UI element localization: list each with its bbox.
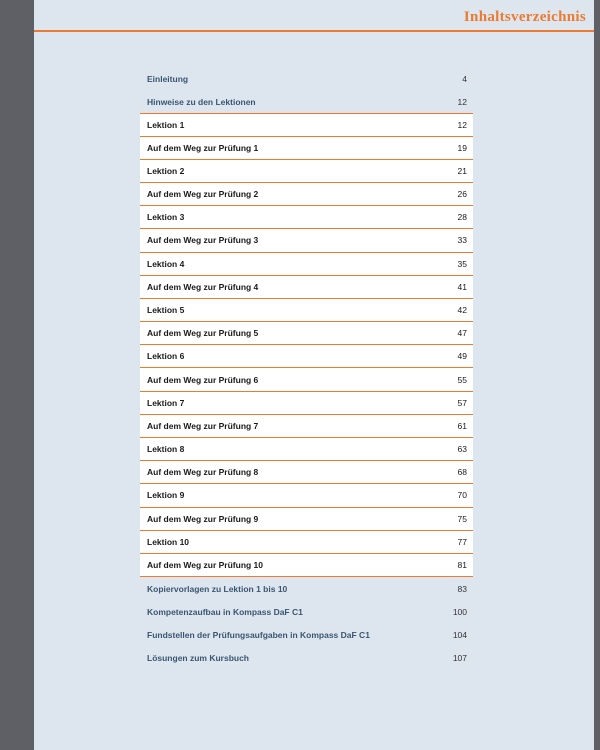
toc-entry-title: Einleitung: [147, 73, 189, 84]
toc-entry: [140, 392, 473, 415]
toc-entry: [140, 322, 473, 345]
toc-entry-page: 12: [457, 119, 467, 130]
toc-entry-page: 57: [457, 397, 467, 408]
toc-entry-title: Lektion 8: [147, 444, 185, 455]
toc-entry-title: Lektion 1: [147, 119, 185, 130]
toc-entry-title: Lektion 10: [147, 536, 190, 547]
toc-entry-title: Auf dem Weg zur Prüfung 8: [147, 467, 259, 478]
toc-entry-title: Lektion 9: [147, 490, 185, 501]
toc-entry-page: 70: [457, 490, 467, 501]
toc-entry-title: Lektion 3: [147, 212, 185, 223]
toc-entry: [140, 600, 473, 623]
toc-entry-page: 61: [457, 420, 467, 431]
toc-entry: [140, 113, 473, 136]
toc-entry-title: Auf dem Weg zur Prüfung 3: [147, 235, 259, 246]
toc-entry-title: Auf dem Weg zur Prüfung 2: [147, 189, 259, 200]
toc-entry-page: 100: [452, 606, 467, 617]
toc-entry: [140, 624, 473, 647]
toc-entry: [140, 253, 473, 276]
toc-entry: [140, 137, 473, 160]
toc-entry-page: 28: [457, 212, 467, 223]
toc-entry-page: 77: [457, 536, 467, 547]
toc-entry: [140, 461, 473, 484]
toc-entry-title: Kompetenzaufbau in Kompass DaF C1: [147, 606, 303, 617]
toc-entry-title: Lektion 7: [147, 397, 185, 408]
toc-entry: [140, 160, 473, 183]
toc-entry: [140, 276, 473, 299]
toc-entry: [140, 438, 473, 461]
toc-entry-page: 4: [462, 73, 467, 84]
toc-entry-title: Lektion 6: [147, 351, 185, 362]
toc-entry-page: 55: [457, 374, 467, 385]
toc-entry: [140, 531, 473, 554]
toc-entry-title: Auf dem Weg zur Prüfung 4: [147, 281, 259, 292]
toc-entry: [140, 206, 473, 229]
toc-entry-page: 35: [457, 258, 467, 269]
toc-entry-page: 12: [457, 96, 467, 107]
toc-entry-title: Lösungen zum Kursbuch: [147, 653, 249, 664]
toc-entry: [140, 508, 473, 531]
toc-entry-title: Hinweise zu den Lektionen: [147, 96, 256, 107]
toc-entry: [140, 183, 473, 206]
toc-entry: [140, 415, 473, 438]
toc-entry-page: 19: [457, 142, 467, 153]
toc-entry-page: 42: [457, 304, 467, 315]
toc-entry-page: 49: [457, 351, 467, 362]
toc-entry-title: Lektion 5: [147, 304, 185, 315]
toc-entry: [140, 368, 473, 391]
toc-entry-page: 33: [457, 235, 467, 246]
toc-entry-title: Fundstellen der Prüfungsaufgaben in Kompass DaF C1: [147, 630, 370, 641]
toc-entry: [140, 90, 473, 113]
toc-entry-title: Auf dem Weg zur Prüfung 6: [147, 374, 259, 385]
toc-entry-page: 63: [457, 444, 467, 455]
toc-entry-page: 75: [457, 513, 467, 524]
document-page: [34, 0, 594, 750]
toc-entry: [140, 299, 473, 322]
toc-entry-page: 107: [452, 653, 467, 664]
page-header-title: Inhaltsverzeichnis: [463, 9, 586, 25]
table-of-contents: [140, 67, 473, 670]
toc-entry-page: 83: [457, 583, 467, 594]
toc-entry-title: Auf dem Weg zur Prüfung 5: [147, 328, 259, 339]
toc-entry: [140, 67, 473, 90]
toc-entry-title: Lektion 4: [147, 258, 185, 269]
toc-entry-page: 41: [457, 281, 467, 292]
toc-entry-title: Auf dem Weg zur Prüfung 1: [147, 142, 259, 153]
header-rule: [34, 30, 594, 32]
toc-entry-title: Lektion 2: [147, 165, 185, 176]
toc-entry: [140, 229, 473, 252]
toc-entry: [140, 554, 473, 577]
toc-entry: [140, 484, 473, 507]
toc-entry-page: 47: [457, 328, 467, 339]
toc-entry-page: 68: [457, 467, 467, 478]
toc-entry-page: 81: [457, 560, 467, 571]
toc-entry: [140, 647, 473, 670]
toc-entry: [140, 577, 473, 600]
toc-entry-title: Auf dem Weg zur Prüfung 10: [147, 560, 264, 571]
toc-entry-title: Kopiervorlagen zu Lektion 1 bis 10: [147, 583, 288, 594]
toc-entry-title: Auf dem Weg zur Prüfung 9: [147, 513, 259, 524]
toc-entry-title: Auf dem Weg zur Prüfung 7: [147, 420, 259, 431]
toc-entry-page: 104: [452, 630, 467, 641]
toc-entry: [140, 345, 473, 368]
toc-entry-page: 26: [457, 189, 467, 200]
toc-entry-page: 21: [457, 165, 467, 176]
